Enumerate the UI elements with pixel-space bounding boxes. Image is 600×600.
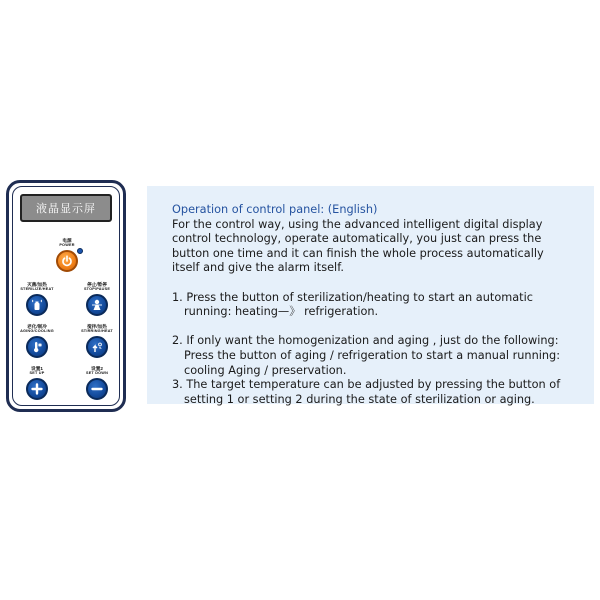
set-down-button-label: 设置2 SET DOWN [85,366,109,375]
control-panel [6,180,126,412]
power-indicator-light [77,248,83,254]
heat-up-icon [90,340,104,354]
sterilize-heat-button[interactable] [26,294,48,316]
lcd-display [20,194,112,222]
intro-line: button one time and it can finish the whole process automatically [172,246,544,260]
power-icon [61,255,73,267]
bottle-steam-icon [30,298,44,312]
aging-cooling-button-label: 老化/制冷 AGING/COOLING [20,324,54,333]
lcd-display-label: 液晶显示屏 [36,203,96,215]
step2-line: cooling Aging / preservation. [184,363,347,377]
step2-line: Press the button of aging / refrigeration to start a manual running: [184,348,561,362]
sterilize-heat-button-label: 灭菌/加热 STERILIZE/HEAT [20,282,54,291]
stirring-heat-button[interactable] [86,336,108,358]
instructions-panel [147,186,594,404]
minus-icon [91,383,103,395]
stop-pause-icon [90,298,104,312]
step3-line: setting 1 or setting 2 during the state of sterilization or aging. [184,392,535,406]
stop-pause-button-label: 停止/暂停 STOP/PAUSE [83,282,111,291]
power-button[interactable] [56,250,78,272]
set-up-button-label: 设置1 SET UP [29,366,45,375]
aging-cooling-button[interactable] [26,336,48,358]
intro-line: itself and give the alarm itself. [172,261,344,275]
intro-line: control technology, operate automatically, you just can press the [172,232,542,246]
step1-line: 1. Press the button of sterilization/heating to start an automatic [172,290,533,304]
plus-icon [31,383,43,395]
thermometer-snow-icon [30,340,44,354]
intro-line: For the control way, using the advanced intelligent digital display [172,217,543,231]
set-down-button[interactable] [86,378,108,400]
stirring-heat-button-label: 搅拌/加热 STIRRING/HEAT [81,324,113,333]
power-button-label: 电源 POWER [59,238,75,247]
stop-pause-button[interactable] [86,294,108,316]
spacer [172,320,594,335]
step1-line: running: heating—》 refrigeration. [184,305,379,319]
step2-line: 2. If only want the homogenization and aging , just do the following: [172,334,559,348]
spacer [172,276,594,291]
step3-line: 3. The target temperature can be adjusted by pressing the button of [172,378,561,392]
set-up-button[interactable] [26,378,48,400]
instructions-heading: Operation of control panel: (English) [172,203,378,216]
